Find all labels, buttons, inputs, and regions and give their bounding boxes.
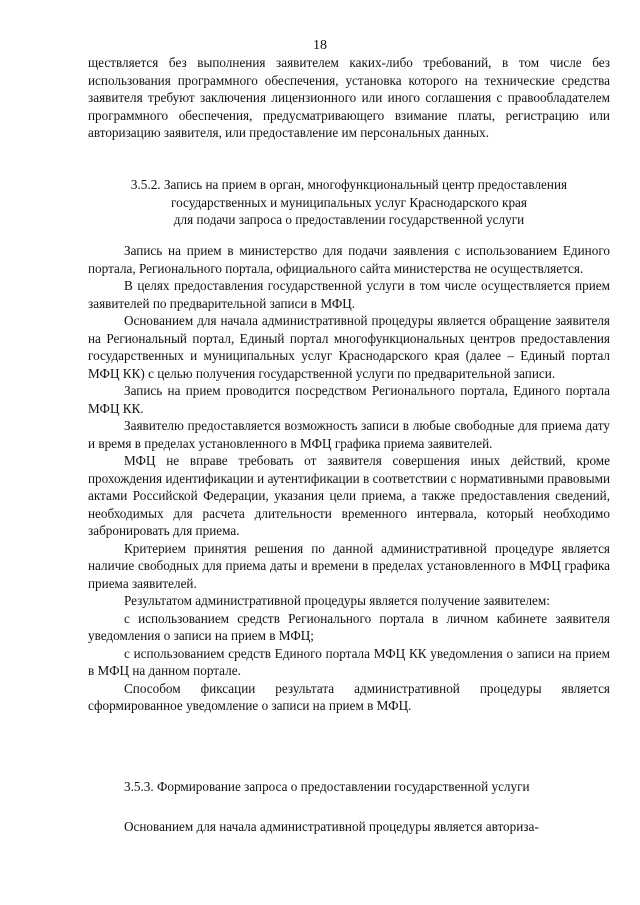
paragraph-2: В целях предоставления государственной услуги в том числе осуществляется прием заявителей по предварительной записи в МФЦ. (88, 278, 610, 311)
section-3-5-2-heading-line-1: 3.5.2. Запись на прием в орган, многофункциональный центр предоставления (130, 177, 568, 192)
section-3-5-3-body (88, 818, 610, 836)
paragraph-7: Критерием принятия решения по данной административной процедуре является наличие свободных для приема даты и времени в пределах установленного в МФЦ графика приема заявителей. (88, 540, 610, 591)
paragraph-3: Основанием для начала административной процедуры является обращение заявителя на Региональный портал, Единый портал многофункциональных центров предоставления государственных и муниципальных услуг Краснодарского края (далее – Единый портал МФЦ КК) с целью получения государственной услуги по предварительной записи. (88, 313, 610, 381)
paragraph-6: МФЦ не вправе требовать от заявителя совершения иных действий, кроме прохождения идентификации и аутентификации в соответствии с нормативными правовыми актами Российской Федерации, указания цели приема, а также предоставления сведений, необходимых для расчета длительности временного интервала, который необходимо забронировать для приема. (88, 453, 610, 538)
intro-paragraph-block (88, 54, 610, 142)
paragraph-8: Результатом административной процедуры является получение заявителем: (124, 593, 550, 608)
paragraph-4: Запись на прием проводится посредством Регионального портала, Единого портала МФЦ КК. (88, 383, 610, 416)
section-3-5-2-heading-line-3: для подачи запроса о предоставлении государственной услуги (173, 212, 525, 227)
paragraph-9: с использованием средств Регионального портала в личном кабинете заявителя уведомления о записи на прием в МФЦ; (88, 610, 610, 643)
section-3-5-3-paragraph-1: Основанием для начала административной процедуры является авториза- (124, 819, 539, 834)
section-3-5-3-heading: 3.5.3. Формирование запроса о предоставлении государственной услуги (124, 779, 530, 794)
page-number: 18 (313, 38, 327, 53)
section-3-5-2-heading-line-2: государственных и муниципальных услуг Краснодарского края (171, 194, 527, 210)
paragraph-11: Способом фиксации результата административной процедуры является сформированное уведомление о записи на прием в МФЦ. (88, 680, 610, 713)
paragraph-10: с использованием средств Единого портала МФЦ КК уведомления о записи на прием в МФЦ на данном портале. (88, 645, 610, 678)
section-3-5-2-heading (88, 176, 610, 229)
intro-paragraph: ществляется без выполнения заявителем каких-либо требований, в том числе без использования программного обеспечения, установка которого на технические средства заявителя требуют заключения лицензионного или иного соглашения с правообладателем программного обеспечения, предусматривающего взимание платы, регистрацию или авторизацию заявителя, или предоставление им персональных данных. (88, 55, 610, 140)
section-3-5-3-heading-block (88, 778, 610, 796)
paragraph-5: Заявителю предоставляется возможность записи в любые свободные для приема дату и время в пределах установленного в МФЦ графика приема заявителей. (88, 418, 610, 451)
paragraph-1: Запись на прием в министерство для подачи заявления с использованием Единого портала, Регионального портала, официального сайта министерства не осуществляется. (88, 243, 610, 276)
section-3-5-2-body (88, 242, 610, 715)
